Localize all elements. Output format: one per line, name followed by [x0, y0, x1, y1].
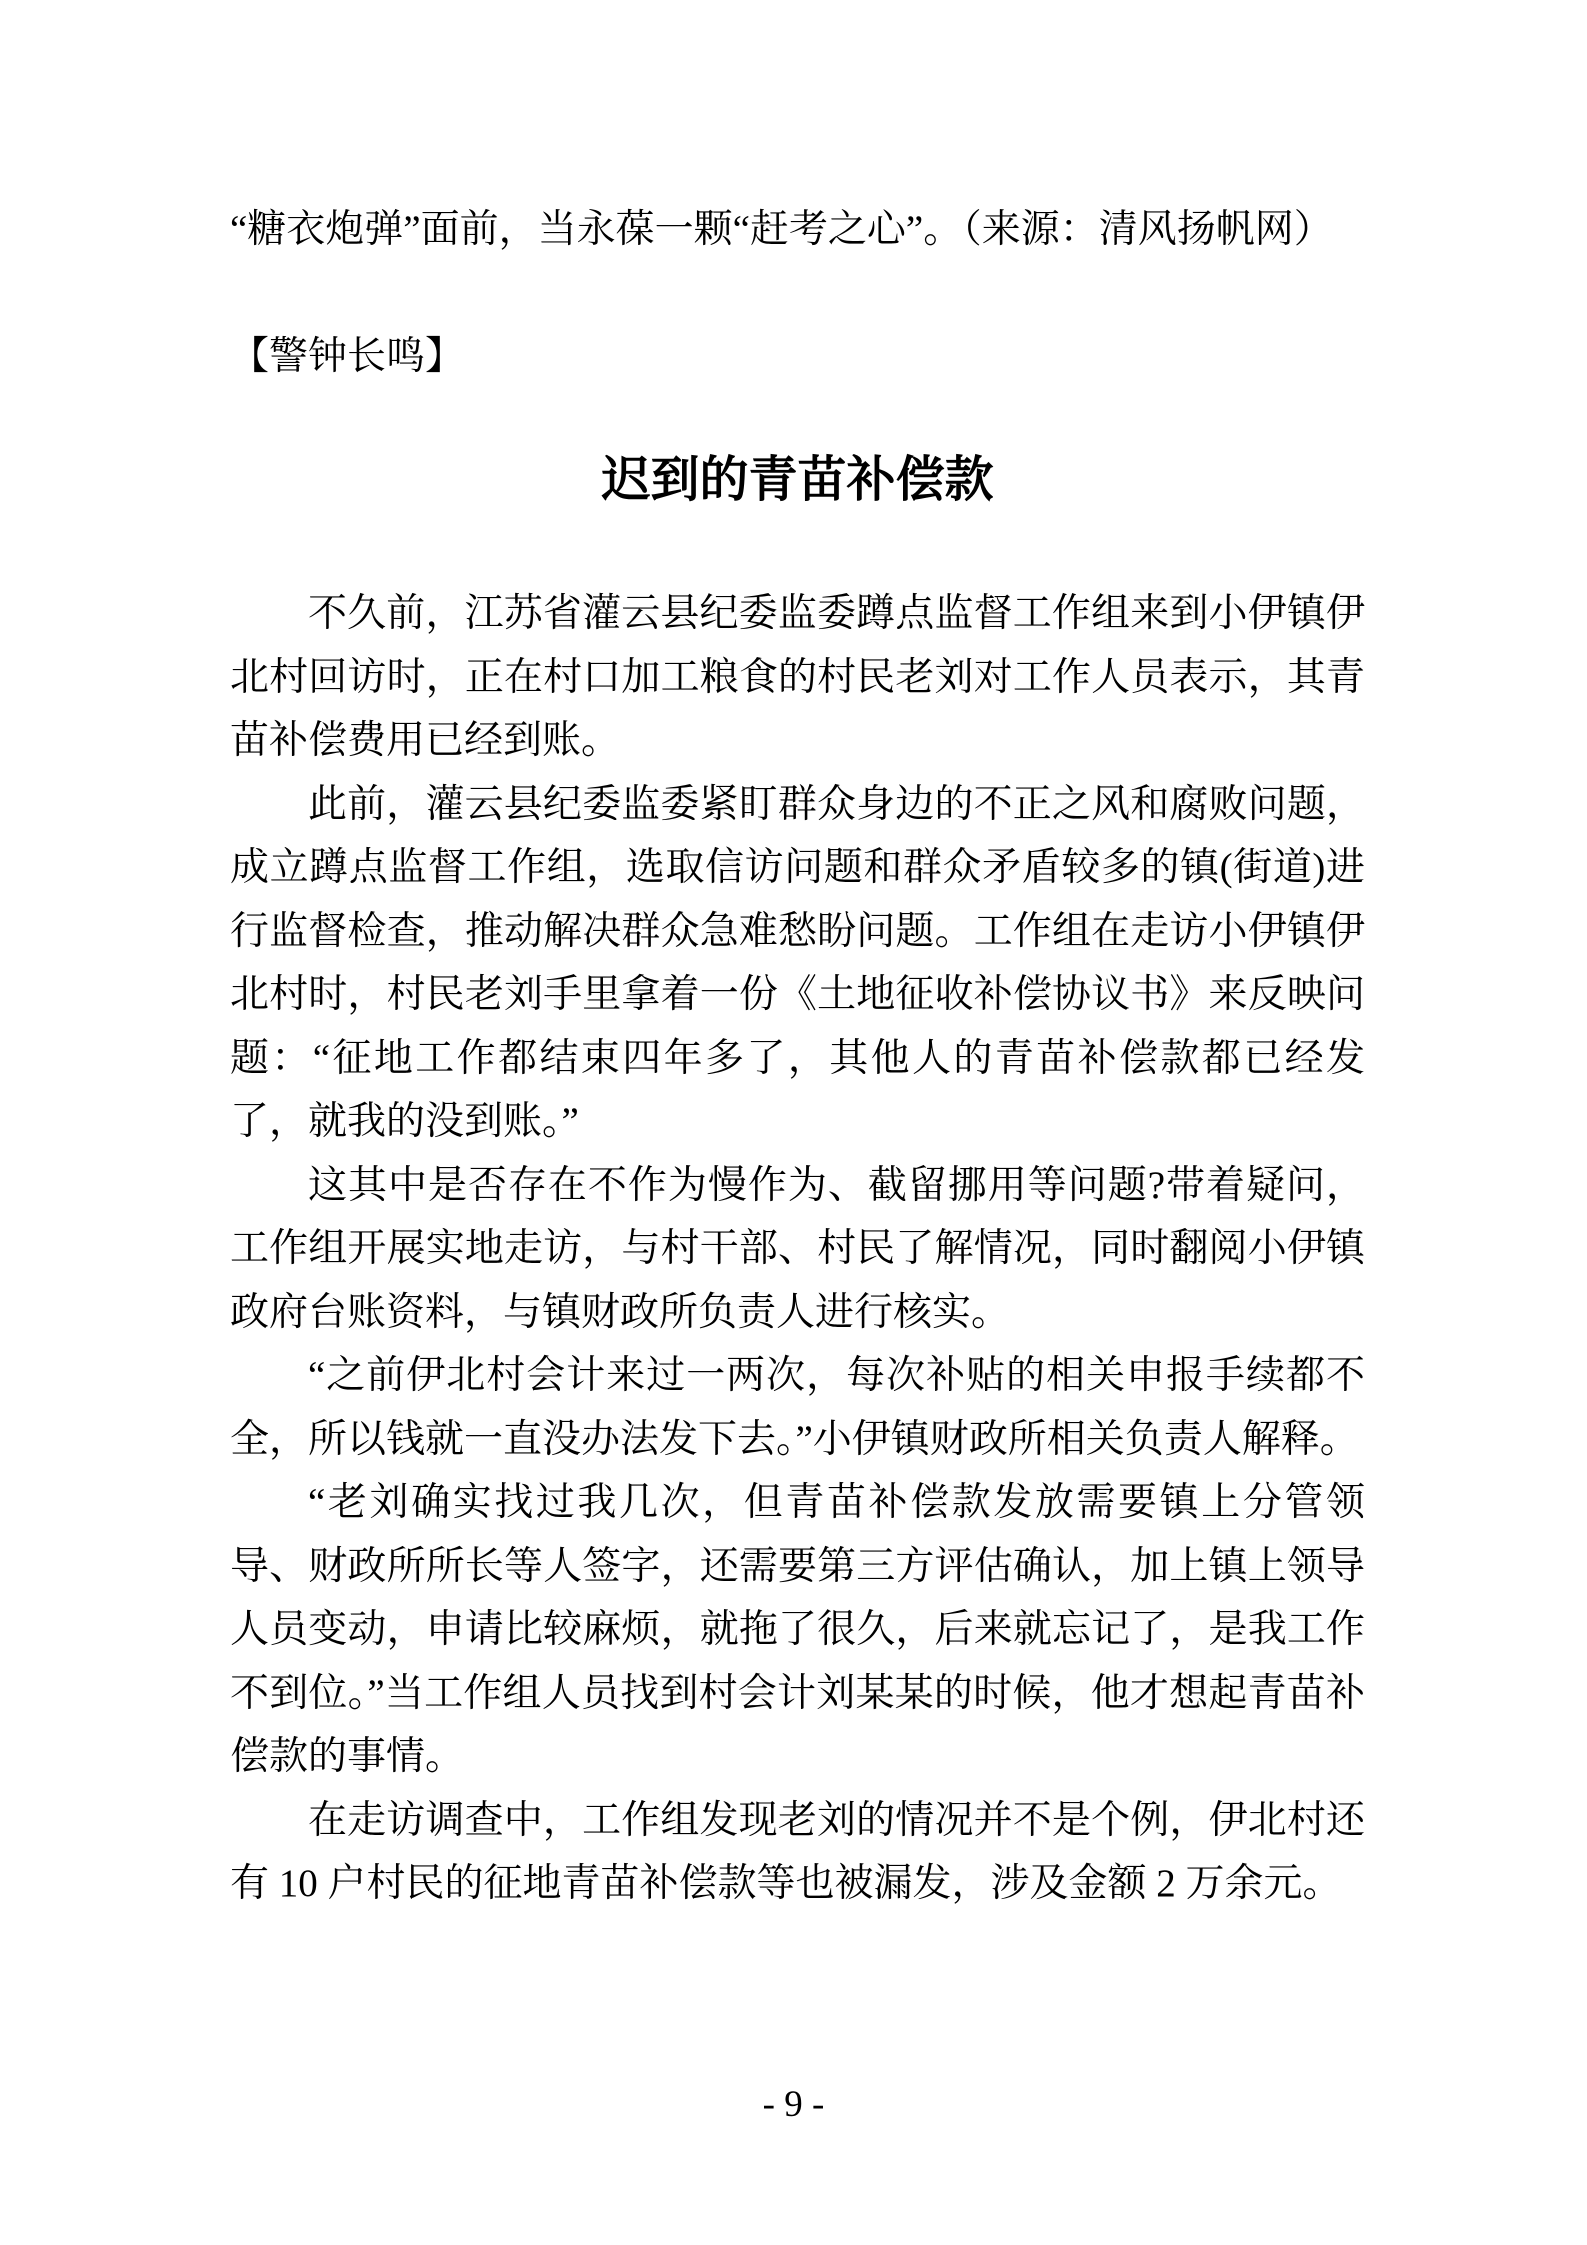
article-paragraph: 这其中是否存在不作为慢作为、截留挪用等问题?带着疑问，工作组开展实地走访，与村干部、村民了解情况，同时翻阅小伊镇政府台账资料，与镇财政所负责人进行核实。 — [230, 1163, 1365, 1334]
article-paragraph: 此前，灌云县纪委监委紧盯群众身边的不正之风和腐败问题，成立蹲点监督工作组，选取信访问题和群众矛盾较多的镇(街道)进行监督检查，推动解决群众急难愁盼问题。工作组在走访小伊镇伊北村时，村民老刘手里拿着一份《土地征收补偿协议书》来反映问题：“征地工作都结束四年多了，其他人的青苗补偿款都已经发了，就我的没到账。” — [230, 782, 1365, 1143]
article-paragraph: 不久前，江苏省灌云县纪委监委蹲点监督工作组来到小伊镇伊北村回访时，正在村口加工粮食的村民老刘对工作人员表示，其青苗补偿费用已经到账。 — [230, 592, 1365, 762]
article-title: 迟到的青苗补偿款 — [601, 452, 994, 507]
document-body — [230, 198, 1365, 1916]
section-label: 【警钟长鸣】 — [230, 334, 465, 378]
article-paragraph: “之前伊北村会计来过一两次，每次补贴的相关申报手续都不全，所以钱就一直没办法发下去。”小伊镇财政所相关负责人解释。 — [230, 1354, 1365, 1461]
article-paragraph: 在走访调查中，工作组发现老刘的情况并不是个例，伊北村还有 10 户村民的征地青苗补偿款等也被漏发，涉及金额 2 万余元。 — [230, 1798, 1365, 1905]
article-paragraph: “老刘确实找过我几次，但青苗补偿款发放需要镇上分管领导、财政所所长等人签字，还需要第三方评估确认，加上镇上领导人员变动，申请比较麻烦，就拖了很久，后来就忘记了，是我工作不到位。”当工作组人员找到村会计刘某某的时候，他才想起青苗补偿款的事情。 — [230, 1481, 1365, 1778]
page-number: - 9 - — [762, 2084, 825, 2125]
continuation-paragraph: “糖衣炮弹”面前，当永葆一颗“赶考之心”。（来源：清风扬帆网） — [230, 208, 1333, 251]
